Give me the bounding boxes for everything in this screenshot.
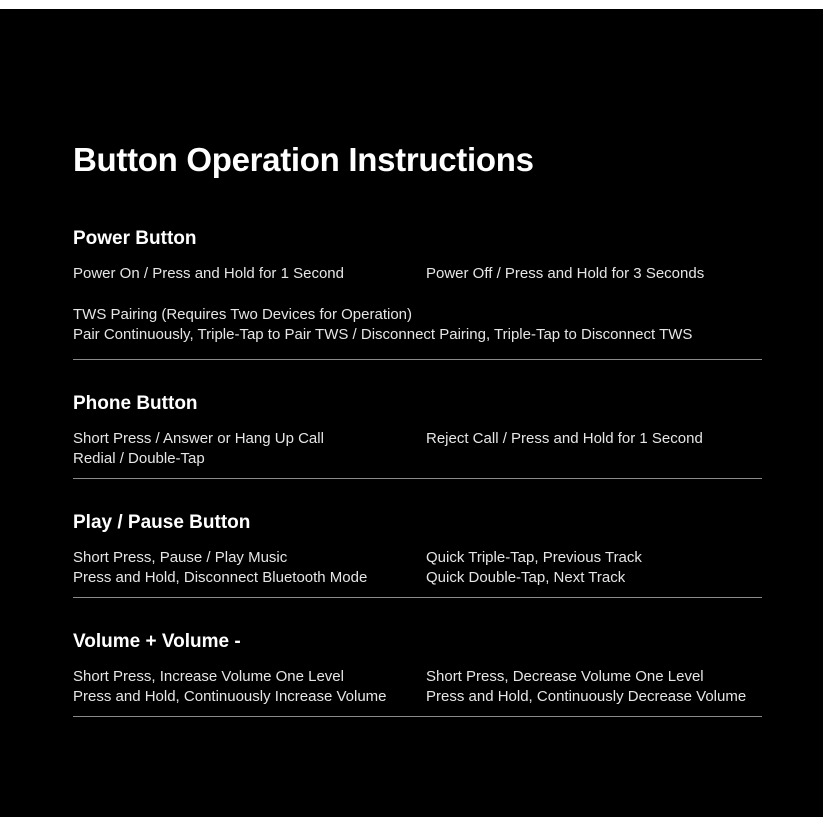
volume-up-hold-instruction: Press and Hold, Continuously Increase Volume bbox=[73, 688, 387, 705]
previous-track-instruction: Quick Triple-Tap, Previous Track bbox=[426, 549, 642, 566]
volume-down-short-instruction: Short Press, Decrease Volume One Level bbox=[426, 668, 704, 685]
next-track-instruction: Quick Double-Tap, Next Track bbox=[426, 569, 626, 586]
instruction-panel bbox=[0, 9, 823, 817]
power-on-instruction: Power On / Press and Hold for 1 Second bbox=[73, 265, 344, 282]
disconnect-bluetooth-instruction: Press and Hold, Disconnect Bluetooth Mode bbox=[73, 569, 368, 586]
section-divider bbox=[73, 716, 762, 717]
volume-up-short-instruction: Short Press, Increase Volume One Level bbox=[73, 668, 344, 685]
section-divider bbox=[73, 359, 762, 360]
reject-call-instruction: Reject Call / Press and Hold for 1 Second bbox=[426, 430, 703, 447]
power-off-instruction: Power Off / Press and Hold for 3 Seconds bbox=[426, 265, 705, 282]
section-divider bbox=[73, 597, 762, 598]
redial-instruction: Redial / Double-Tap bbox=[73, 450, 205, 467]
section-divider bbox=[73, 478, 762, 479]
section-title-phone: Phone Button bbox=[73, 393, 198, 414]
answer-hangup-instruction: Short Press / Answer or Hang Up Call bbox=[73, 430, 324, 447]
tws-pairing-instruction: Pair Continuously, Triple-Tap to Pair TWS / Disconnect Pairing, Triple-Tap to Disconnect TWS bbox=[73, 326, 693, 343]
tws-pairing-heading: TWS Pairing (Requires Two Devices for Operation) bbox=[73, 306, 413, 323]
section-title-power: Power Button bbox=[73, 228, 197, 249]
section-title-play-pause: Play / Pause Button bbox=[73, 512, 251, 533]
section-title-volume: Volume + Volume - bbox=[73, 631, 241, 652]
play-pause-instruction: Short Press, Pause / Play Music bbox=[73, 549, 288, 566]
page-title: Button Operation Instructions bbox=[73, 141, 534, 178]
volume-down-hold-instruction: Press and Hold, Continuously Decrease Volume bbox=[426, 688, 747, 705]
